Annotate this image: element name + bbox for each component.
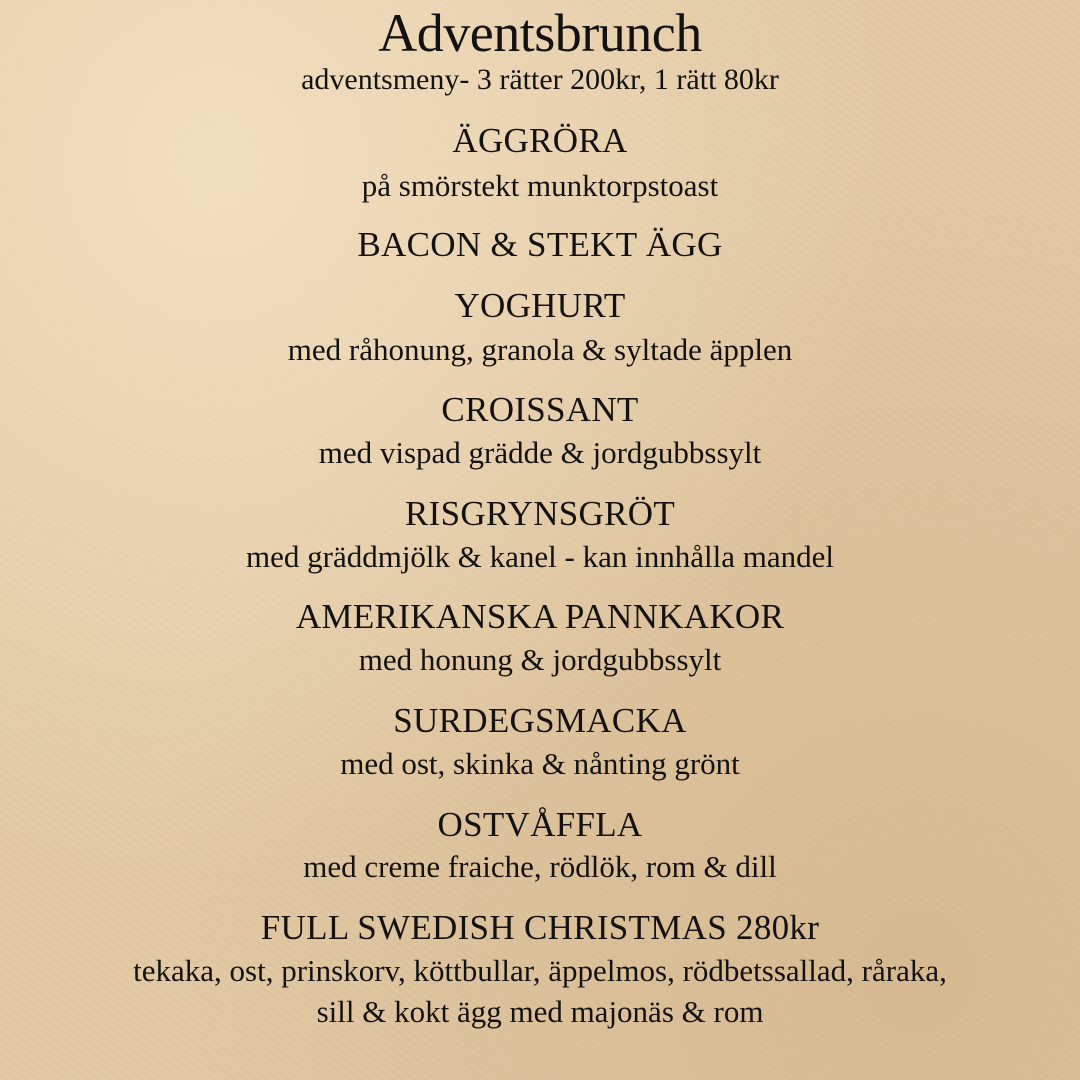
dish-name: YOGHURT (454, 286, 626, 325)
dish-description: på smörstekt munktorpstoast (361, 168, 719, 203)
dish-name: AMERIKANSKA PANNKAKOR (295, 597, 785, 636)
dish-description: med honung & jordgubbssylt (358, 642, 722, 677)
dish-name: BACON & STEKT ÄGG (357, 225, 723, 264)
dish-description: med vispad grädde & jordgubbssylt (318, 435, 762, 470)
special-dish-name: FULL SWEDISH CHRISTMAS 280kr (260, 908, 820, 947)
dish-name: RISGRYNSGRÖT (404, 494, 676, 533)
menu-title: Adventsbrunch (378, 3, 702, 63)
dish-description: med ost, skinka & nånting grönt (340, 746, 740, 781)
special-dish-description: sill & kokt ägg med majonäs & rom (316, 994, 764, 1029)
dish-name: ÄGGRÖRA (452, 121, 628, 160)
dish-name: OSTVÅFFLA (437, 805, 643, 844)
dish-name: SURDEGSMACKA (393, 701, 687, 740)
dish-name: CROISSANT (441, 390, 639, 429)
menu-subtitle: adventsmeny- 3 rätter 200kr, 1 rätt 80kr (301, 63, 779, 96)
dish-description: med gräddmjölk & kanel - kan innhålla mandel (246, 539, 834, 574)
dish-description: med creme fraiche, rödlök, rom & dill (303, 849, 777, 884)
dish-description: med råhonung, granola & syltade äpplen (287, 332, 793, 367)
special-dish-description: tekaka, ost, prinskorv, köttbullar, äppelmos, rödbetssallad, råraka, (133, 953, 947, 988)
